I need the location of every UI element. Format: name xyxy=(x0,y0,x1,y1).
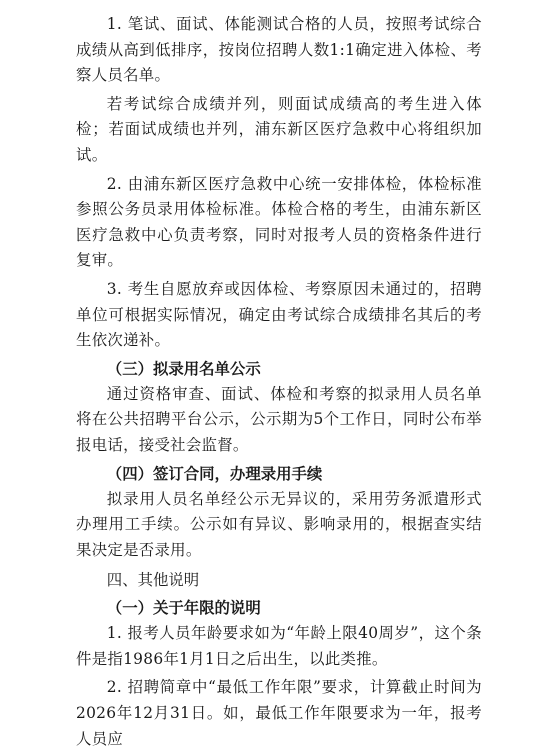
paragraph-ranking-rule: 1. 笔试、面试、体能测试合格的人员，按照考试综合成绩从高到低排序，按岗位招聘人数1:1确定进入体检、考察人员名单。 xyxy=(76,15,482,85)
section-heading-contract: （四）签订合同，办理录用手续 xyxy=(106,464,323,483)
document-page xyxy=(76,12,482,752)
paragraph-substitution: 3. 考生自愿放弃或因体检、考察原因未通过的，招聘单位可根据实际情况，确定由考试综合成绩排名其后的考生依次递补。 xyxy=(76,279,482,350)
paragraph-publicity: 通过资格审查、面试、体检和考察的拟录用人员名单将在公共招聘平台公示，公示期为5个工作日，同时公布举报电话，接受社会监督。 xyxy=(76,384,482,454)
paragraph-tie-rule: 若考试综合成绩并列，则面试成绩高的考生进入体检；若面试成绩也并列，浦东新区医疗急救中心将组织加试。 xyxy=(76,94,482,164)
paragraph-work-years: 2. 招聘简章中“最低工作年限”要求，计算截止时间为2026年12月31日。如，最低工作年限要求为一年，报考人员应 xyxy=(76,678,482,748)
paragraph-age-requirement: 1. 报考人员年龄要求如为“年龄上限40周岁”，这个条件是指1986年1月1日之后出生，以此类推。 xyxy=(76,624,482,668)
section-heading-publicity: （三）拟录用名单公示 xyxy=(106,359,261,378)
section-heading-other-notes: 四、其他说明 xyxy=(106,571,200,590)
paragraph-contract: 拟录用人员名单经公示无异议的，采用劳务派遣形式办理用工手续。公示如有异议、影响录用的，根据查实结果决定是否录用。 xyxy=(76,489,482,559)
paragraph-physical-exam: 2. 由浦东新区医疗急救中心统一安排体检，体检标准参照公务员录用体检标准。体检合格的考生，由浦东新区医疗急救中心负责考察，同时对报考人员的资格条件进行复审。 xyxy=(76,174,482,270)
section-heading-age-limits: （一）关于年限的说明 xyxy=(106,599,261,618)
